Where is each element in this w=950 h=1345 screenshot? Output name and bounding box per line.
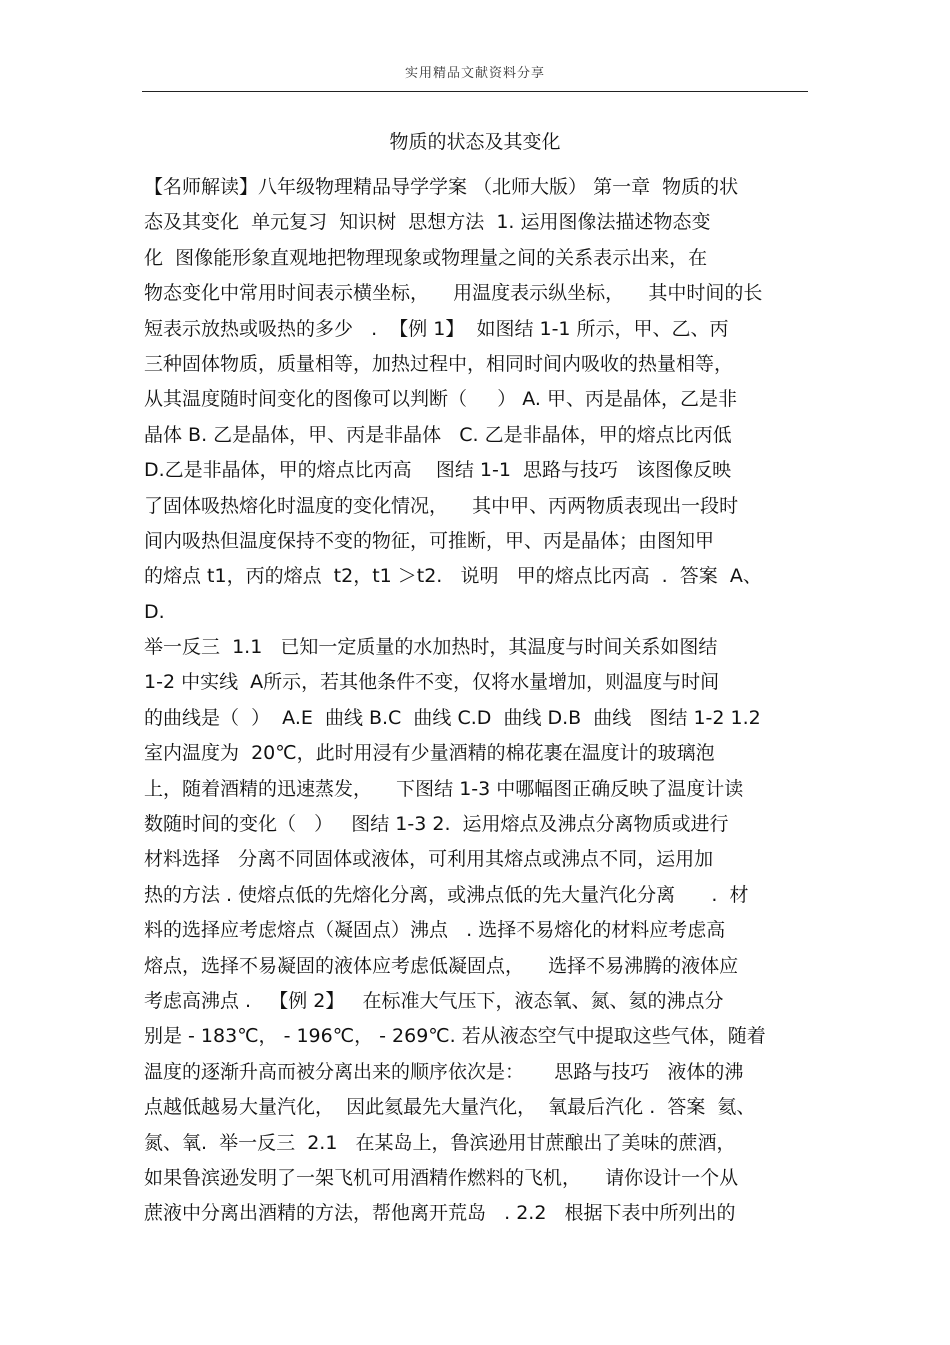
body-line: 材料选择 分离不同固体或液体，可利用其熔点或沸点不同，运用加 <box>144 848 714 871</box>
body-line: 间内吸热但温度保持不变的物征，可推断，甲、丙是晶体；由图知甲 <box>144 529 715 552</box>
body-line: 热的方法 . 使熔点低的先熔化分离，或沸点低的先大量汽化分离 . 材 <box>144 883 749 906</box>
body-line: 三种固体物质，质量相等，加热过程中，相同时间内吸收的热量相等， <box>144 352 734 375</box>
body-line: 1-2 中实线 A所示，若其他条件不变，仅将水量增加，则温度与时间 <box>144 671 720 694</box>
body-line: D. <box>144 600 165 623</box>
document-body <box>144 170 808 1232</box>
body-line: 短表示放热或吸热的多少 . 【例 1】 如图结 1-1 所示，甲、乙、丙 <box>144 317 729 340</box>
body-line: 室内温度为 20℃，此时用浸有少量酒精的棉花裹在温度计的玻璃泡 <box>144 742 715 765</box>
document-title: 物质的状态及其变化 <box>389 131 561 153</box>
body-line: 温度的逐渐升高而被分离出来的顺序依次是： 思路与技巧 液体的沸 <box>144 1060 744 1083</box>
body-line: 从其温度随时间变化的图像可以判断（ ） A. 甲、丙是晶体，乙是非 <box>144 388 737 411</box>
page-header: 实用精品文献资料分享 <box>404 66 545 81</box>
body-line: 别是 - 183℃， - 196℃， - 269℃. 若从液态空气中提取这些气体，随着 <box>144 1025 766 1048</box>
body-line: 了固体吸热熔化时温度的变化情况， 其中甲、丙两物质表现出一段时 <box>144 494 739 517</box>
body-line: 举一反三 1.1 已知一定质量的水加热时，其温度与时间关系如图结 <box>144 636 718 659</box>
body-line: 氮、氧. 举一反三 2.1 在某岛上，鲁滨逊用甘蔗酿出了美味的蔗酒， <box>144 1131 736 1154</box>
body-line: 晶体 B. 乙是晶体，甲、丙是非晶体 C. 乙是非晶体，甲的熔点比丙低 <box>144 423 732 446</box>
body-line: 的曲线是（ ） A.E 曲线 B.C 曲线 C.D 曲线 D.B 曲线 图结 1-2 1.2 <box>144 706 761 729</box>
body-line: 化 图像能形象直观地把物理现象或物理量之间的关系表示出来，在 <box>144 246 708 269</box>
body-line: 物态变化中常用时间表示横坐标， 用温度表示纵坐标， 其中时间的长 <box>144 282 763 305</box>
body-line: 如果鲁滨逊发明了一架飞机可用酒精作燃料的飞机， 请你设计一个从 <box>144 1166 739 1189</box>
body-line: 的熔点 t1，丙的熔点 t2，t1 ＞t2. 说明 甲的熔点比丙高 . 答案 A、 <box>144 565 762 588</box>
body-line: 蔗液中分离出酒精的方法，帮他离开荒岛 . 2.2 根据下表中所列出的 <box>144 1202 736 1225</box>
body-line: 上，随着酒精的迅速蒸发， 下图结 1-3 中哪幅图正确反映了温度计读 <box>144 777 744 800</box>
body-line: 熔点，选择不易凝固的液体应考虑低凝固点， 选择不易沸腾的液体应 <box>144 954 739 977</box>
body-line: 态及其变化 单元复习 知识树 思想方法 1. 运用图像法描述物态变 <box>144 211 711 234</box>
header-divider <box>142 91 808 92</box>
body-line: D.乙是非晶体，甲的熔点比丙高 图结 1-1 思路与技巧 该图像反映 <box>144 459 732 482</box>
body-line: 考虑高沸点 . 【例 2】 在标准大气压下，液态氧、氮、氦的沸点分 <box>144 989 724 1012</box>
body-line: 数随时间的变化（ ） 图结 1-3 2. 运用熔点及沸点分离物质或进行 <box>144 813 729 836</box>
body-line: 点越低越易大量汽化， 因此氦最先大量汽化， 氧最后汽化 . 答案 氦、 <box>144 1096 756 1119</box>
body-line: 料的选择应考虑熔点（凝固点）沸点 . 选择不易熔化的材料应考虑高 <box>144 919 726 942</box>
body-line: 【名师解读】八年级物理精品导学学案 （北师大版） 第一章 物质的状 <box>144 176 739 198</box>
